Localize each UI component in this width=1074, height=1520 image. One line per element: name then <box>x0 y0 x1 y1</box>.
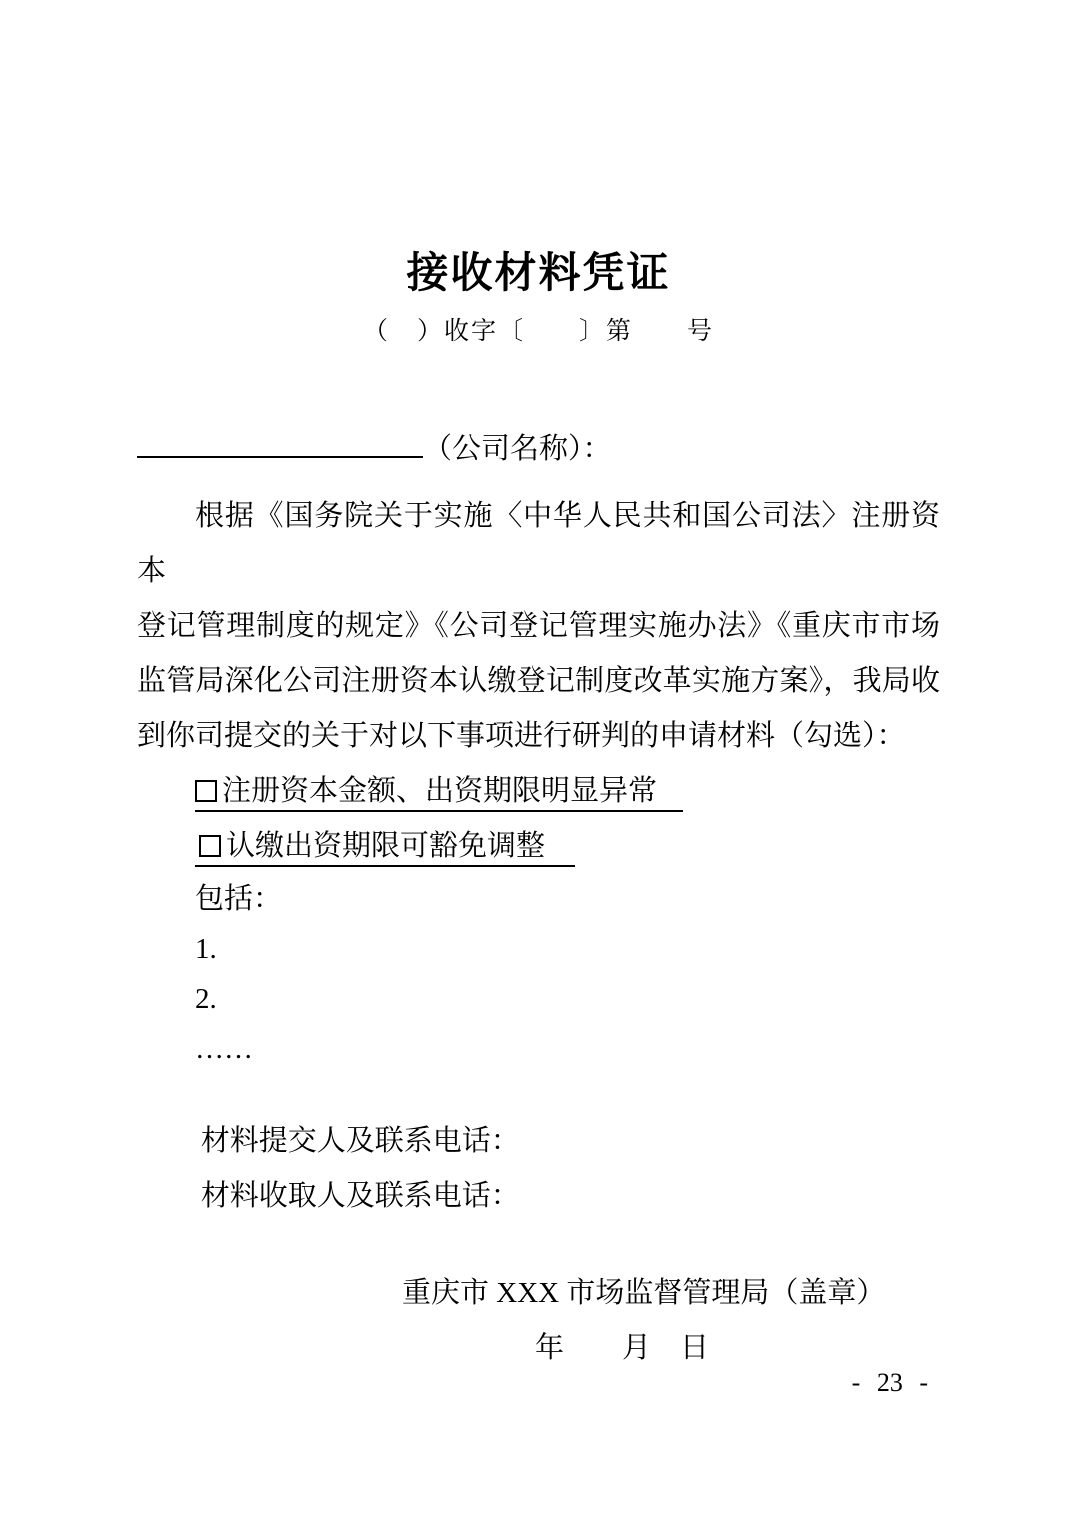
page-number: - 23 - <box>851 1368 928 1397</box>
agency-seal-line: 重庆市 XXX 市场监督管理局（盖章） <box>402 1277 886 1309</box>
company-name-blank[interactable] <box>137 426 423 458</box>
checkbox-option <box>195 830 575 867</box>
body-paragraph <box>137 489 940 764</box>
contact-submitter-line: 材料提交人及联系电话： <box>200 1125 520 1157</box>
body-line: 登记管理制度的规定》《公司登记管理实施办法》《重庆市市场 <box>137 610 940 642</box>
checkbox-row-exempt <box>195 819 940 874</box>
company-name-line <box>137 426 940 469</box>
body-line: 监管局深化公司注册资本认缴登记制度改革实施方案》，我局收 <box>137 665 940 697</box>
checkbox-label: 注册资本金额、出资期限明显异常 <box>222 775 658 807</box>
checkbox-row-abnormal <box>195 764 940 819</box>
list-item-2: 2. <box>195 983 217 1015</box>
body-line: 到你司提交的关于对以下事项进行研判的申请材料（勾选）： <box>137 720 906 752</box>
checkbox-label: 认缴出资期限可豁免调整 <box>226 830 546 862</box>
date-line: 年 月 日 <box>535 1332 710 1364</box>
include-label: 包括： <box>195 883 283 915</box>
doc-number-line: （ ）收字〔 〕第 号 <box>362 318 714 345</box>
contact-receiver-line: 材料收取人及联系电话： <box>200 1180 520 1212</box>
company-name-label: （公司名称）： <box>423 433 612 465</box>
checkbox-option <box>195 775 683 812</box>
checkbox-icon[interactable] <box>199 835 221 857</box>
body-line: 根据《国务院关于实施〈中华人民共和国公司法〉注册资本 <box>137 500 940 587</box>
list-item-1: 1. <box>195 933 217 965</box>
page-title: 接收材料凭证 <box>406 251 671 297</box>
checkbox-icon[interactable] <box>195 780 217 802</box>
list-item-ellipsis: …… <box>195 1033 253 1065</box>
